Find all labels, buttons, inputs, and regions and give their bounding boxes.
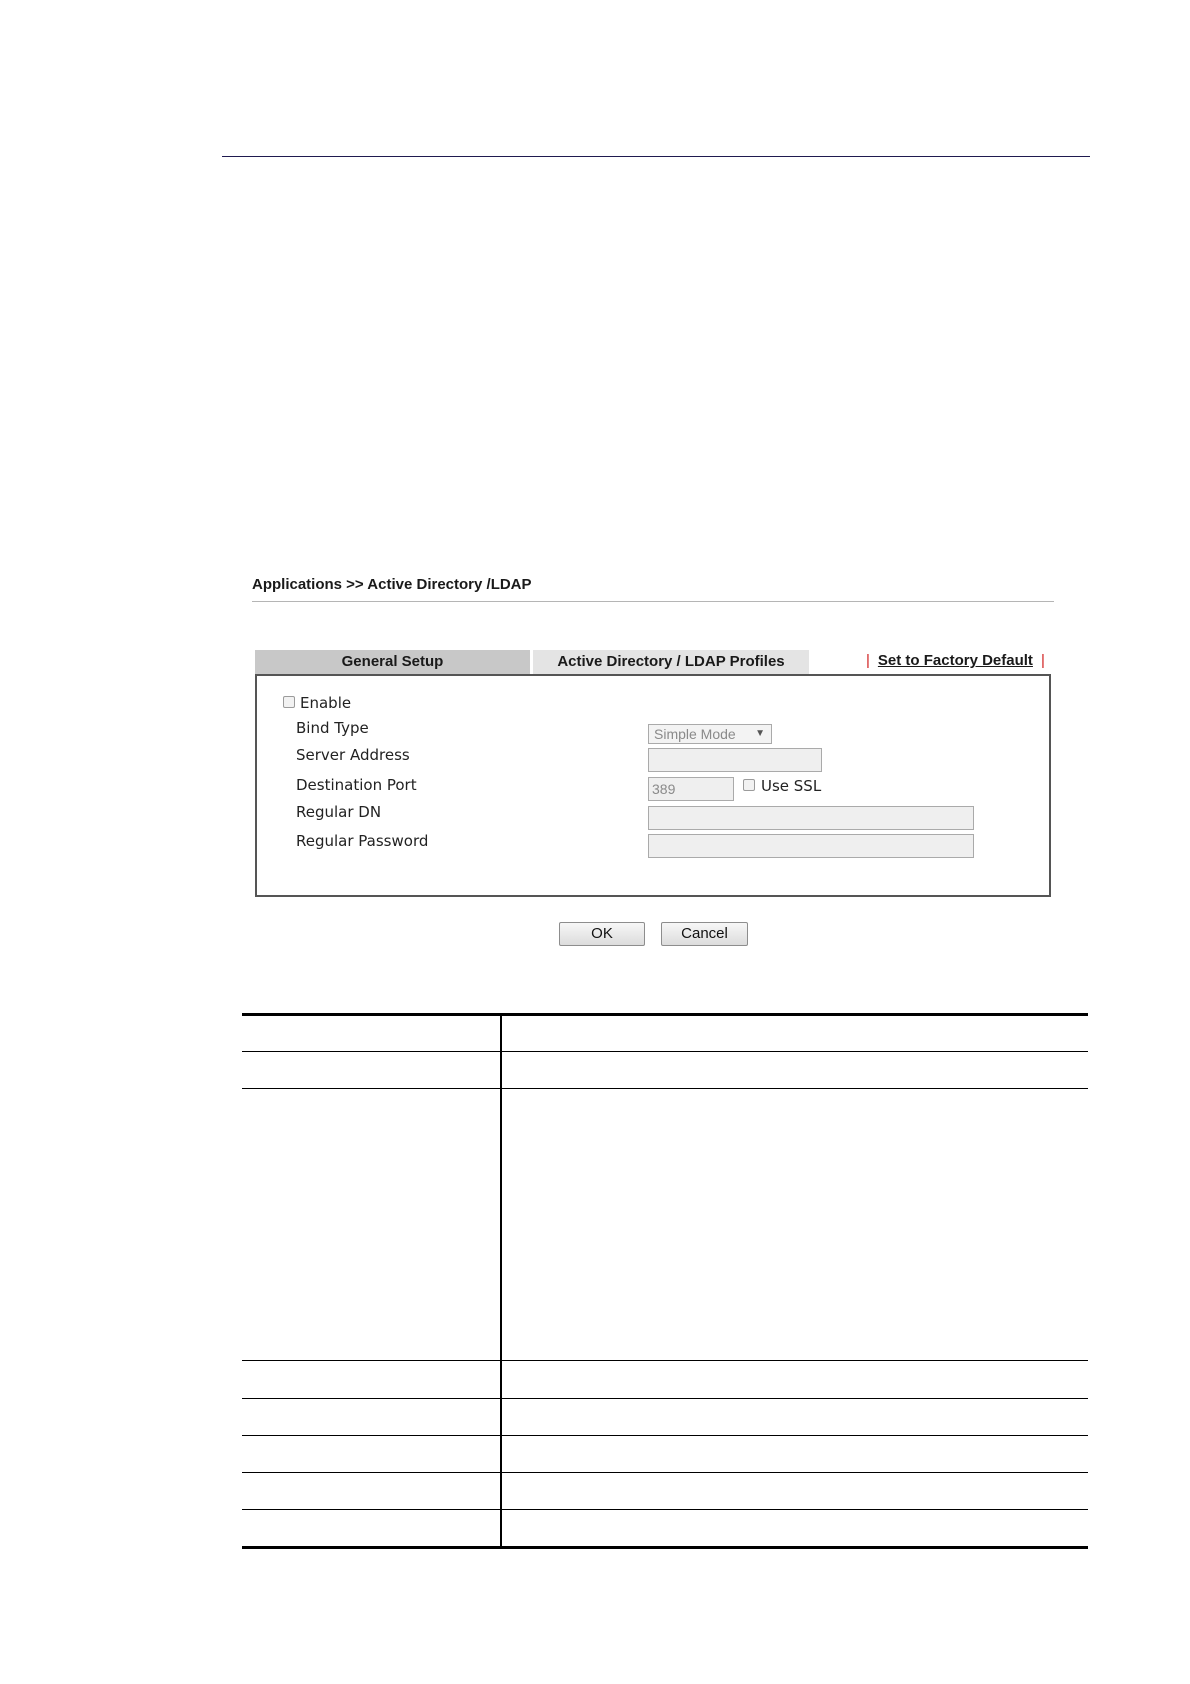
table-bottom-rule <box>242 1546 1088 1549</box>
enable-label: Enable <box>300 694 352 712</box>
table-row-divider <box>242 1398 1088 1399</box>
dropdown-arrow-icon: ▼ <box>755 728 765 739</box>
breadcrumb-divider <box>252 601 1054 602</box>
separator-left: | <box>866 652 870 669</box>
factory-default-bar <box>858 652 1053 669</box>
cancel-button[interactable]: Cancel <box>661 922 748 946</box>
set-factory-default-link[interactable]: Set to Factory Default <box>877 652 1033 669</box>
destination-port-input[interactable]: 389 <box>648 777 734 801</box>
tab-general-setup[interactable]: General Setup <box>255 650 530 674</box>
enable-checkbox[interactable] <box>283 696 295 708</box>
table-row-divider <box>242 1472 1088 1473</box>
breadcrumb: Applications >> Active Directory /LDAP <box>252 576 532 593</box>
table-top-rule <box>242 1013 1088 1016</box>
regular-password-label: Regular Password <box>296 832 429 850</box>
regular-dn-label: Regular DN <box>296 803 382 821</box>
table-row-divider <box>242 1435 1088 1436</box>
bind-type-value: Simple Mode <box>654 726 736 742</box>
tab-ldap-profiles[interactable]: Active Directory / LDAP Profiles <box>533 650 809 674</box>
separator-right: | <box>1040 652 1045 669</box>
bind-type-label: Bind Type <box>296 719 369 737</box>
destination-port-label: Destination Port <box>296 776 417 794</box>
use-ssl-label: Use SSL <box>761 777 822 795</box>
regular-password-input[interactable] <box>648 834 974 858</box>
table-row-divider <box>242 1051 1088 1052</box>
table-row-divider <box>242 1360 1088 1361</box>
server-address-input[interactable] <box>648 748 822 772</box>
server-address-label: Server Address <box>296 746 410 764</box>
ok-button[interactable]: OK <box>559 922 645 946</box>
table-row-divider <box>242 1088 1088 1089</box>
table-row-divider <box>242 1509 1088 1510</box>
table-column-divider <box>500 1014 502 1549</box>
use-ssl-checkbox[interactable] <box>743 779 755 791</box>
page-header-rule <box>222 156 1090 157</box>
bind-type-select[interactable] <box>648 724 772 744</box>
regular-dn-input[interactable] <box>648 806 974 830</box>
